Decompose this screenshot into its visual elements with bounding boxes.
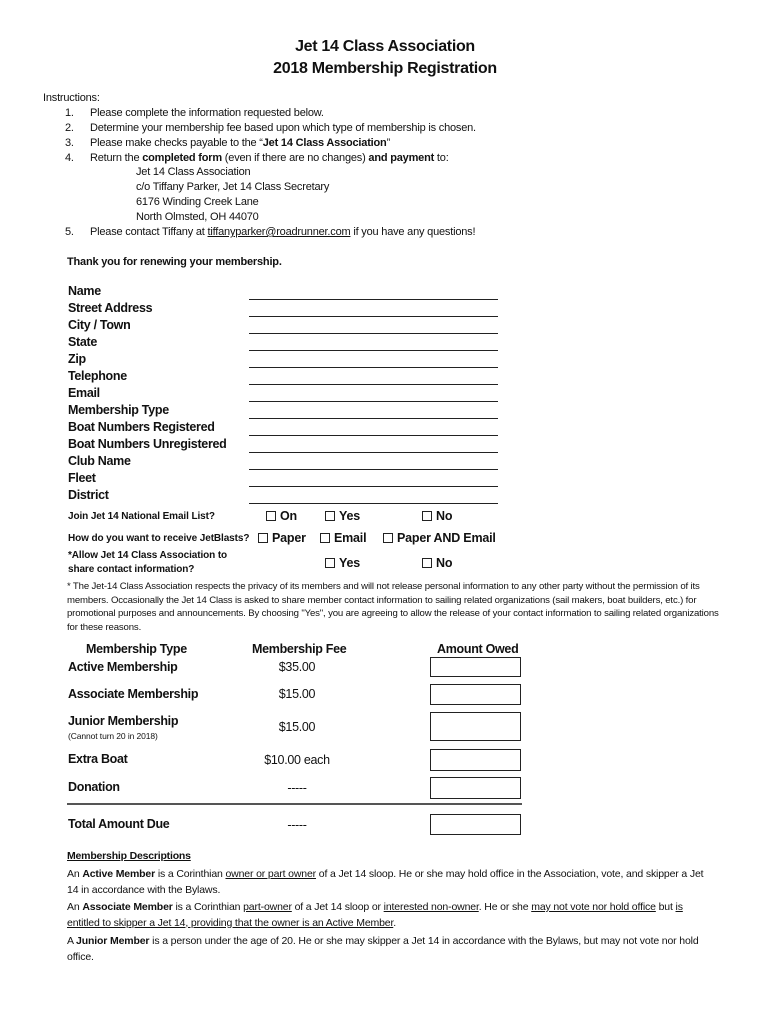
field-label-telephone: Telephone: [68, 369, 127, 383]
checkbox-icon[interactable]: [325, 511, 335, 521]
zip-input-line[interactable]: [249, 367, 498, 368]
address-line: c/o Tiffany Parker, Jet 14 Class Secretary: [136, 181, 330, 193]
thank-you-note: Thank you for renewing your membership.: [67, 256, 282, 268]
checkbox-icon[interactable]: [320, 533, 330, 543]
boat-registered-input-line[interactable]: [249, 435, 498, 436]
email-input-line[interactable]: [249, 401, 498, 402]
page-subtitle: 2018 Membership Registration: [273, 60, 497, 77]
name-input-line[interactable]: [249, 299, 498, 300]
field-label-membership-type: Membership Type: [68, 403, 169, 417]
field-label-fleet: Fleet: [68, 471, 96, 485]
share-option-yes[interactable]: Yes: [325, 556, 360, 570]
instruction-item: 1. Please complete the information requested below.: [65, 107, 324, 119]
field-label-city: City / Town: [68, 318, 131, 332]
associate-member-description: An Associate Member is a Corinthian part-owner of a Jet 14 sloop or interested non-owner. He or she may not vote nor hold office but is entitled to skipper a Jet 14, providing that the owner is an Active Member.: [67, 901, 683, 929]
fee-row-amount: $35.00: [278, 660, 316, 674]
email-list-question: Join Jet 14 National Email List?: [68, 511, 215, 522]
col-header-membership-type: Membership Type: [86, 642, 187, 656]
field-label-street: Street Address: [68, 301, 153, 315]
amount-owed-donation-input[interactable]: [430, 777, 521, 799]
field-label-zip: Zip: [68, 352, 86, 366]
address-line: Jet 14 Class Association: [136, 166, 251, 178]
membership-type-input-line[interactable]: [249, 418, 498, 419]
fee-row-type: Associate Membership: [68, 687, 199, 701]
fee-row-note: (Cannot turn 20 in 2018): [68, 731, 158, 741]
boat-unregistered-input-line[interactable]: [249, 452, 498, 453]
col-header-amount-owed: Amount Owed: [437, 642, 519, 656]
instruction-item: 4. Return the completed form (even if there are no changes) and payment to:: [65, 152, 449, 164]
checkbox-icon[interactable]: [266, 511, 276, 521]
fee-row-amount: $15.00: [278, 687, 316, 701]
checkbox-icon[interactable]: [422, 511, 432, 521]
amount-owed-active-input[interactable]: [430, 657, 521, 677]
city-input-line[interactable]: [249, 333, 498, 334]
checkbox-icon[interactable]: [258, 533, 268, 543]
share-question-line1: *Allow Jet 14 Class Association to: [68, 550, 228, 561]
field-label-district: District: [68, 488, 109, 502]
fee-row-type: Extra Boat: [68, 752, 128, 766]
email-list-option-on[interactable]: On: [266, 509, 297, 523]
fee-row-type: Donation: [68, 780, 120, 794]
amount-owed-junior-input[interactable]: [430, 712, 521, 741]
privacy-note: * The Jet-14 Class Association respects the privacy of its members and will not release personal information to any other party without the permission of its members. Occasionally the Jet 14 Class is asked to share member contact information to sailing related organizations (sail makers, boat builders, etc.) for promotional purposes and announcements. By choosing "Yes", you are agreeing to allow the release of your contact information to sailing related organizations for these reasons.: [67, 581, 719, 633]
amount-owed-total-input[interactable]: [430, 814, 521, 835]
club-name-input-line[interactable]: [249, 469, 498, 470]
state-input-line[interactable]: [249, 350, 498, 351]
fleet-input-line[interactable]: [249, 486, 498, 487]
street-input-line[interactable]: [249, 316, 498, 317]
instruction-item: 5. Please contact Tiffany at tiffanyparker@roadrunner.com if you have any questions!: [65, 226, 476, 238]
table-divider: [67, 803, 522, 805]
field-label-club-name: Club Name: [68, 454, 131, 468]
page-title: Jet 14 Class Association: [295, 38, 475, 55]
address-line: 6176 Winding Creek Lane: [136, 196, 259, 208]
jetblasts-question: How do you want to receive JetBlasts?: [68, 533, 250, 544]
jetblasts-option-paper[interactable]: Paper: [258, 531, 306, 545]
instruction-item: 2. Determine your membership fee based upon which type of membership is chosen.: [65, 122, 476, 134]
amount-owed-associate-input[interactable]: [430, 684, 521, 705]
field-label-boat-unregistered: Boat Numbers Unregistered: [68, 437, 227, 451]
total-label: Total Amount Due: [68, 817, 170, 831]
jetblasts-option-both[interactable]: Paper AND Email: [383, 531, 496, 545]
fee-row-type: Active Membership: [68, 660, 178, 674]
fee-row-amount: $15.00: [278, 720, 316, 734]
share-option-no[interactable]: No: [422, 556, 452, 570]
district-input-line[interactable]: [249, 503, 498, 504]
fee-row-amount: $10.00 each: [264, 753, 330, 767]
address-line: North Olmsted, OH 44070: [136, 211, 259, 223]
instruction-item: 3. Please make checks payable to the “Jet 14 Class Association”: [65, 137, 391, 149]
checkbox-icon[interactable]: [422, 558, 432, 568]
instructions-label: Instructions:: [43, 92, 100, 104]
field-label-boat-registered: Boat Numbers Registered: [68, 420, 215, 434]
field-label-email: Email: [68, 386, 100, 400]
field-label-name: Name: [68, 284, 101, 298]
fee-row-type: Junior Membership: [68, 714, 179, 728]
email-list-option-no[interactable]: No: [422, 509, 452, 523]
contact-email-link[interactable]: tiffanyparker@roadrunner.com: [207, 226, 351, 238]
col-header-membership-fee: Membership Fee: [252, 642, 347, 656]
share-question-line2: share contact information?: [68, 564, 195, 575]
field-label-state: State: [68, 335, 98, 349]
checkbox-icon[interactable]: [383, 533, 393, 543]
telephone-input-line[interactable]: [249, 384, 498, 385]
active-member-description: An Active Member is a Corinthian owner or part owner of a Jet 14 sloop. He or she may hold office in the Association, vote, and skipper a Jet 14 in accordance with the Bylaws.: [67, 868, 704, 896]
fee-row-amount: -----: [287, 781, 307, 795]
total-fee: -----: [287, 818, 307, 832]
email-list-option-yes[interactable]: Yes: [325, 509, 360, 523]
checkbox-icon[interactable]: [325, 558, 335, 568]
amount-owed-extra-boat-input[interactable]: [430, 749, 521, 771]
descriptions-title: Membership Descriptions: [67, 850, 191, 862]
jetblasts-option-email[interactable]: Email: [320, 531, 366, 545]
junior-member-description: A Junior Member is a person under the age of 20. He or she may skipper a Jet 14 in accordance with the Bylaws, but may not vote nor hold office.: [67, 935, 699, 963]
